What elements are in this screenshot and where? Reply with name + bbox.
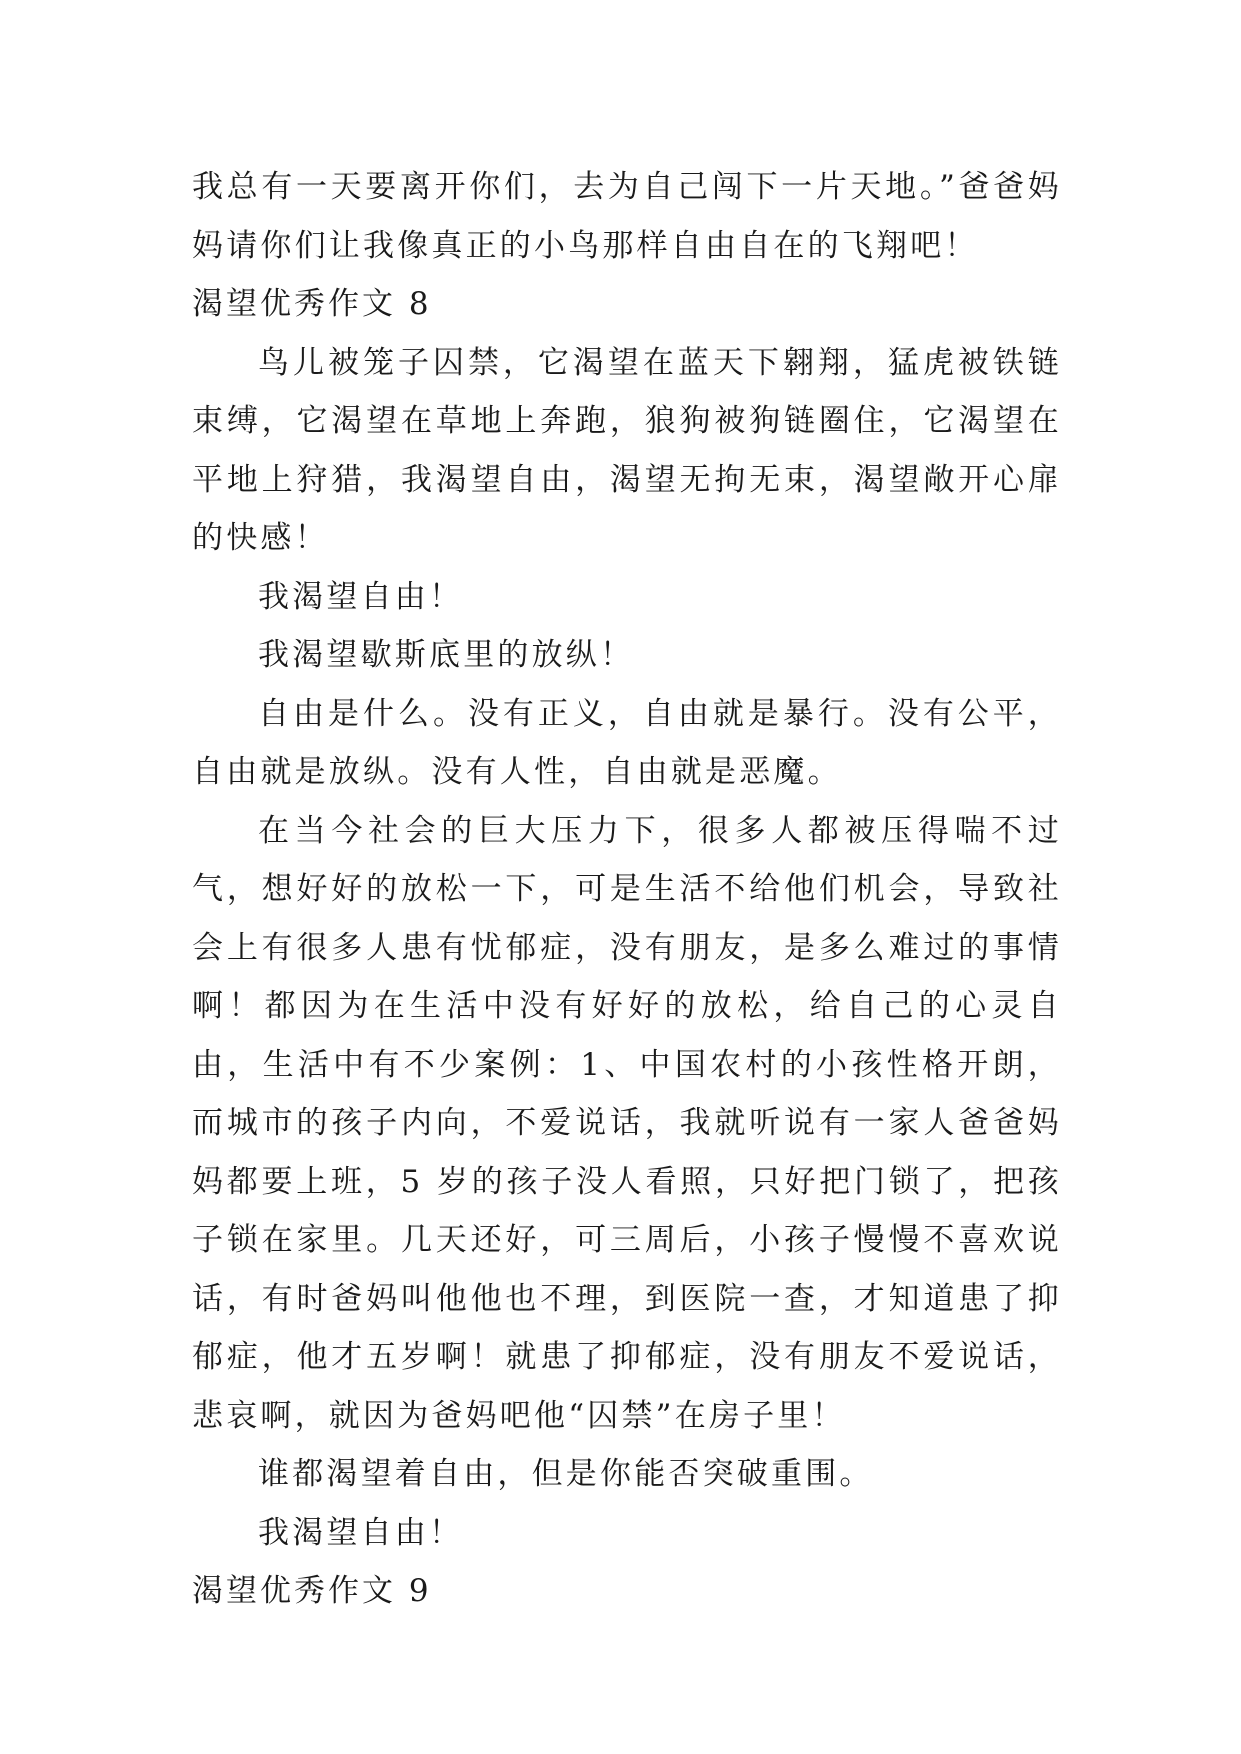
document-body [192,158,1062,1621]
body-paragraph: 我渴望自由！ [258,578,464,615]
body-paragraph: 我渴望自由！ [258,1514,464,1551]
section-heading-8: 渴望优秀作文 8 [192,286,432,322]
body-paragraph: 在当今社会的巨大压力下，很多人都被压得喘不过气，想好好的放松一下，可是生活不给他们机会，导致社会上有很多人患有忧郁症，没有朋友，是多么难过的事情啊！都因为在生活中没有好好的放松，给自己的心灵自由，生活中有不少案例：1、中国农村的小孩性格开朗，而城市的孩子内向，不爱说话，我就听说有一家人爸爸妈妈都要上班，5 岁的孩子没人看照，只好把门锁了，把孩子锁在家里。几天还好，可三周后，小孩子慢慢不喜欢说话，有时爸妈叫他他也不理，到医院一查，才知道患了抑郁症，他才五岁啊！就患了抑郁症，没有朋友不爱说话，悲哀啊，就因为爸妈吧他“囚禁”在房子里！ [192,812,1062,1434]
body-paragraph: 鸟儿被笼子囚禁，它渴望在蓝天下翱翔，猛虎被铁链束缚，它渴望在草地上奔跑，狼狗被狗链圈住，它渴望在平地上狩猎，我渴望自由，渴望无拘无束，渴望敞开心扉的快感！ [192,344,1062,556]
body-paragraph: 自由是什么。没有正义，自由就是暴行。没有公平，自由就是放纵。没有人性，自由就是恶魔。 [192,695,1062,790]
continuation-paragraph: 我总有一天要离开你们，去为自己闯下一片天地。”爸爸妈妈请你们让我像真正的小鸟那样自由自在的飞翔吧！ [192,169,1062,264]
body-paragraph: 我渴望歇斯底里的放纵！ [258,637,635,673]
section-heading-9: 渴望优秀作文 9 [192,1573,432,1609]
body-paragraph: 谁都渴望着自由，但是你能否突破重围。 [258,1456,874,1492]
